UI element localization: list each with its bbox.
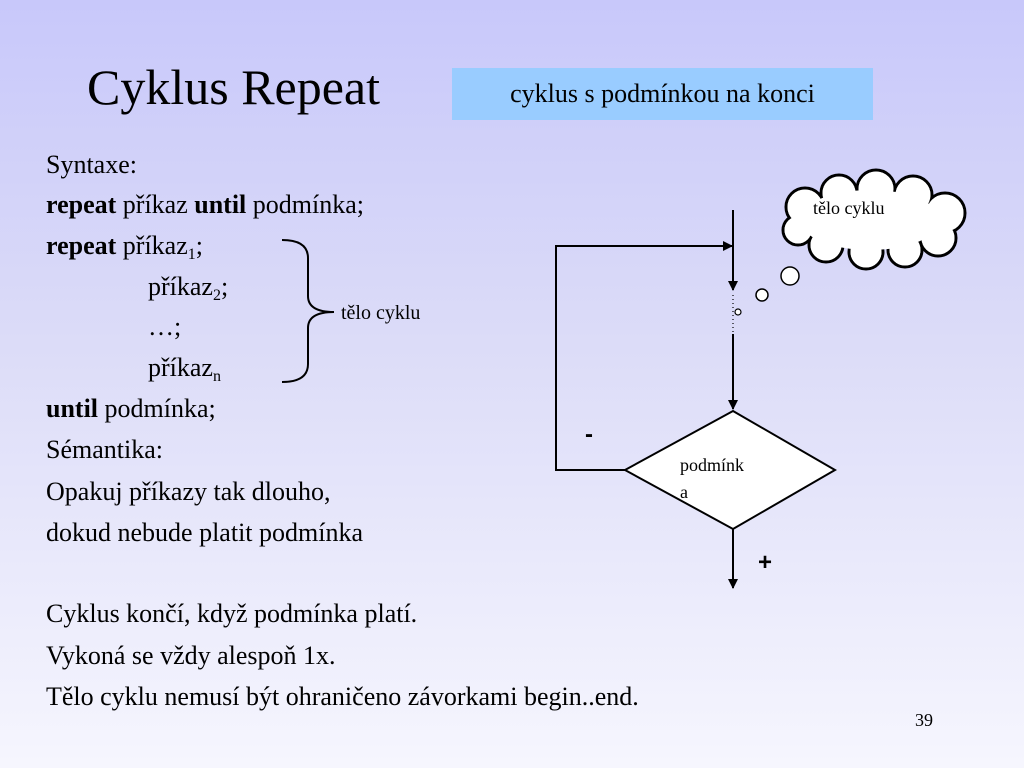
brace-label: tělo cyklu (341, 302, 421, 324)
keyword-repeat: repeat (46, 231, 117, 260)
command-text: příkaz (148, 272, 213, 301)
thought-bubble-medium (756, 289, 768, 301)
subscript: n (212, 368, 221, 385)
false-branch-label: - (585, 421, 593, 448)
slide-title: Cyklus Repeat (87, 59, 381, 115)
thought-bubble-large (781, 267, 799, 285)
semicolon: ; (195, 231, 203, 260)
condition-text: podmínka; (246, 190, 364, 219)
syntax-form-2-ellipsis: …; (148, 312, 182, 341)
command-text: příkaz (116, 190, 195, 219)
semantics-line-1: Opakuj příkazy tak dlouho, (46, 477, 331, 506)
thought-bubble-small (735, 309, 741, 315)
keyword-until: until (46, 394, 99, 423)
note-3: Tělo cyklu nemusí být ohraničeno závorkami begin..end. (46, 682, 639, 711)
subscript: 2 (212, 287, 221, 304)
note-1: Cyklus končí, když podmínka platí. (46, 599, 418, 628)
page-number: 39 (915, 710, 933, 730)
keyword-repeat: repeat (46, 190, 117, 219)
syntax-heading: Syntaxe: (46, 150, 137, 179)
semantics-line-2: dokud nebude platit podmínka (46, 518, 364, 547)
semicolon: ; (220, 272, 229, 301)
condition-label-line-2: a (680, 482, 688, 502)
condition-label-line-1: podmínk (680, 455, 745, 475)
cloud-shape (783, 170, 965, 269)
command-text: příkaz (148, 353, 213, 382)
true-branch-label: + (758, 549, 773, 576)
semantics-heading: Sémantika: (46, 435, 163, 464)
cloud-label: tělo cyklu (813, 198, 885, 218)
subtitle-text: cyklus s podmínkou na konci (510, 79, 815, 108)
command-text: příkaz (116, 231, 188, 260)
condition-label (680, 452, 744, 506)
condition-text: podmínka; (98, 394, 216, 423)
curly-brace (282, 240, 334, 382)
note-2: Vykoná se vždy alespoň 1x. (46, 641, 336, 670)
subscript: 1 (187, 246, 196, 263)
keyword-until: until (194, 190, 247, 219)
